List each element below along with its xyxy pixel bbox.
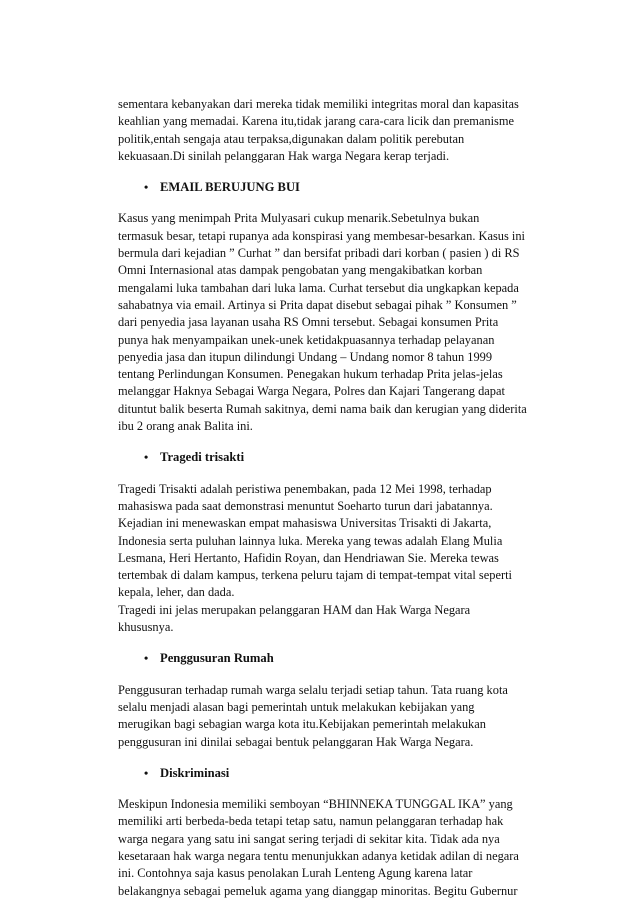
section-title: Penggusuran Rumah [160, 651, 274, 666]
text-line: mahasiswa pada saat demonstrasi menuntut Soeharto turun dari jabatannya. [118, 498, 493, 513]
text-line: Tragedi ini jelas merupakan pelanggaran HAM dan Hak Warga Negara [118, 602, 471, 617]
bullet-icon: • [144, 180, 149, 195]
text-line: sahabatnya via email. Artinya si Prita dapat disebut sebagai pihak ” Konsumen ” [118, 297, 517, 312]
text-line: sementara kebanyakan dari mereka tidak memiliki integritas moral dan kapasitas [118, 97, 519, 111]
text-line: Lesmana, Heri Hertanto, Hafidin Royan, dan Hendriawan Sie. Mereka tewas [118, 550, 499, 565]
section-heading-email [118, 179, 548, 196]
document-body [118, 96, 548, 914]
text-line: tertembak di dalam kampus, terkena peluru tajam di tempat-tempat vital seperti [118, 568, 512, 583]
section-paragraph-trisakti [118, 481, 548, 637]
text-line: Penggusuran terhadap rumah warga selalu terjadi setiap tahun. Tata ruang kota [118, 682, 508, 697]
text-line: kepala, leher, dan dada. [118, 585, 235, 600]
text-line: merugikan bagi sebagian warga kota itu.Kebijakan pemerintah melakukan [118, 717, 486, 732]
text-line: selalu menjadi alasan bagi pemerintah untuk melakukan kebijakan yang [118, 699, 475, 714]
section-heading-penggusuran [118, 650, 548, 667]
bullet-icon: • [144, 765, 149, 780]
text-line: kekuasaan.Di sinilah pelanggaran Hak warga Negara kerap terjadi. [118, 148, 450, 163]
text-line: penyedia jasa dan itupun dilindungi Undang – Undang nomor 8 tahun 1999 [118, 349, 493, 364]
bullet-icon: • [144, 450, 149, 465]
section-title: EMAIL BERUJUNG BUI [160, 180, 300, 195]
text-line: termasuk besar, tetapi rupanya ada konspirasi yang membesar-besarkan. Kasus ini [118, 228, 525, 243]
section-paragraph-email [118, 210, 548, 435]
text-line: warga negara yang satu ini sangat sering terjadi di sekitar kita. Tidak ada nya [118, 831, 500, 846]
section-heading-diskriminasi [118, 765, 548, 782]
text-line: Meskipun Indonesia memiliki semboyan “BHINNEKA TUNGGAL IKA” yang [118, 797, 513, 812]
text-line: mengalami luka tambahan dari luka lama. Curhat tersebut dia ungkapkan kepada [118, 280, 519, 295]
text-line: belakangnya sebagai pemeluk agama yang dianggap minoritas. Begitu Gubernur [118, 883, 518, 898]
text-line: dituntut balik beserta Rumah sakitnya, demi nama baik dan kerugian yang diderita [118, 401, 527, 416]
text-line: Tragedi Trisakti adalah peristiwa penembakan, pada 12 Mei 1998, terhadap [118, 481, 492, 496]
text-line: penggusuran ini dinilai sebagai bentuk pelanggaran Hak Warga Negara. [118, 734, 474, 749]
text-line: punya hak menyampaikan unek-unek ketidakpuasannya terhadap pelayanan [118, 332, 495, 347]
text-line: dari penyedia jasa layanan usaha RS Omni tersebut. Sebagai konsumen Prita [118, 315, 499, 330]
text-line: bermula dari kejadian ” Curhat ” dan bersifat pribadi dari korban ( pasien ) di RS [118, 246, 520, 261]
text-line: khususnya. [118, 620, 174, 635]
intro-paragraph [118, 96, 548, 165]
text-line: Indonesia serta puluhan lainnya luka. Mereka yang tewas adalah Elang Mulia [118, 533, 503, 548]
section-paragraph-penggusuran [118, 682, 548, 751]
text-line: ibu 2 orang anak Balita ini. [118, 419, 253, 434]
text-line: melanggar Haknya Sebagai Warga Negara, Polres dan Kajari Tangerang dapat [118, 384, 505, 399]
text-line: ini. Contohnya saja kasus penolakan Lurah Lenteng Agung karena latar [118, 866, 473, 881]
text-line: Kasus yang menimpah Prita Mulyasari cukup menarik.Sebetulnya bukan [118, 211, 480, 226]
bullet-icon: • [144, 651, 149, 666]
section-title: Tragedi trisakti [160, 450, 245, 465]
section-paragraph-diskriminasi [118, 796, 548, 900]
text-line: politik,entah sengaja atau terpaksa,digunakan dalam politik perebutan [118, 131, 465, 146]
text-line: keahlian yang memadai. Karena itu,tidak jarang cara-cara licik dan premanisme [118, 114, 514, 129]
text-line: tentang Perlindungan Konsumen. Penegakan hukum terhadap Prita jelas-jelas [118, 367, 503, 382]
text-line: Omni Internasional atas dampak pengobatan yang mengakibatkan korban [118, 263, 483, 278]
text-line: memiliki arti berbeda-beda tetapi tetap satu, namun pelanggaran terhadap hak [118, 814, 504, 829]
section-title: Diskriminasi [160, 765, 230, 780]
section-heading-trisakti [118, 449, 548, 466]
text-line: kesetaraan hak warga negara tentu menunjukkan adanya ketidak adilan di negara [118, 848, 519, 863]
text-line: Kejadian ini menewaskan empat mahasiswa Universitas Trisakti di Jakarta, [118, 516, 492, 531]
